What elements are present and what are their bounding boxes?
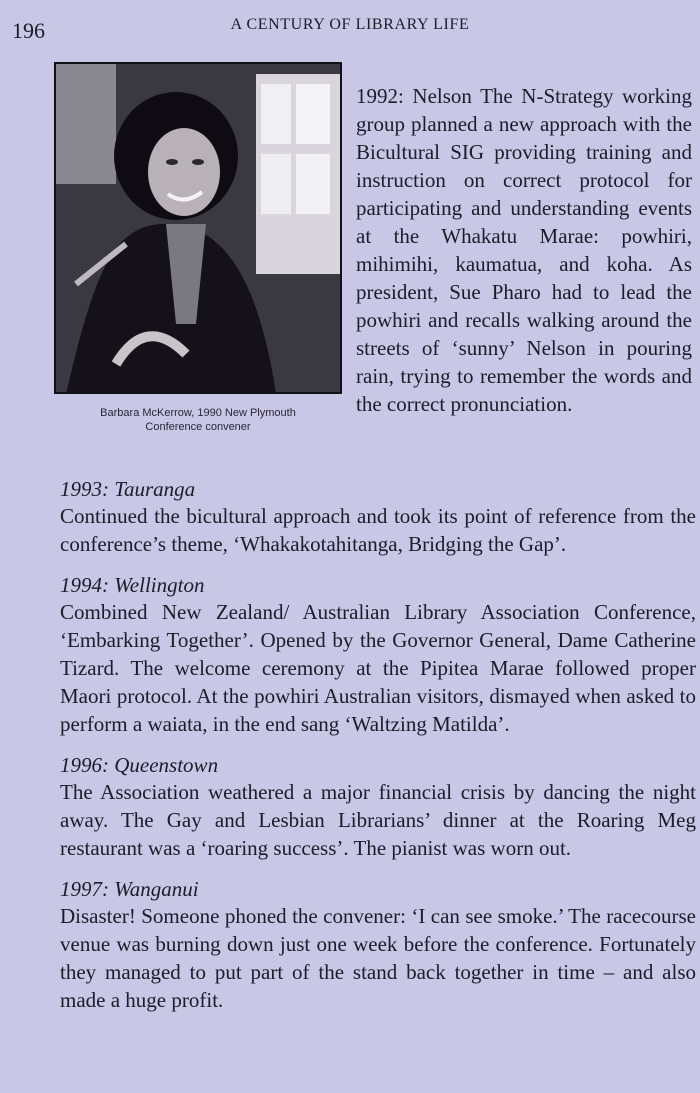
caption-line-1: Barbara McKerrow, 1990 New Plymouth xyxy=(100,407,296,419)
entry xyxy=(60,572,696,738)
figure xyxy=(54,62,342,434)
entry-text: Combined New Zealand/ Australian Library Association Conference, ‘Embarking Together’. Opened by the Governor General, Dame Catherine Tizard. The welcome ceremony at the Pipitea Marae followed proper Maori protocol. At the powhiri Australian visitors, dismayed when asked to perform a waiata, in the end sang ‘Waltzing Matilda’. xyxy=(60,600,696,736)
entry xyxy=(60,752,696,862)
entry xyxy=(60,876,696,1014)
entries xyxy=(60,476,696,1028)
entry-heading: 1996: Queenstown xyxy=(60,753,219,777)
entry-text: Continued the bicultural approach and took its point of reference from the conference’s theme, ‘Whakakotahitanga, Bridging the Gap’. xyxy=(60,504,696,556)
intro-paragraph: 1992: Nelson The N-Strategy working group planned a new approach with the Bicultural SIG providing training and instruction on correct protocol for participating and understanding events at the Whakatu Marae: powhiri, mihimihi, kaumatua, and koha. As president, Sue Pharo had to lead the powhiri and recalls walking around the streets of ‘sunny’ Nelson in pouring rain, trying to remember the words and the correct pronunciation. xyxy=(356,84,692,416)
running-head: A CENTURY OF LIBRARY LIFE xyxy=(230,16,470,33)
page-number: 196 xyxy=(12,18,45,43)
photo-caption xyxy=(54,406,342,434)
caption-line-2: Conference convener xyxy=(145,421,251,433)
entry xyxy=(60,476,696,558)
entry-heading: 1993: Tauranga xyxy=(60,477,196,501)
entry-text: Disaster! Someone phoned the convener: ‘I can see smoke.’ The racecourse venue was burning down just one week before the conference. Fortunately they managed to put part of the stand back together in time – and also made a huge profit. xyxy=(60,904,696,1012)
entry-heading: 1997: Wanganui xyxy=(60,877,199,901)
portrait-photo xyxy=(54,62,342,394)
entry-text: The Association weathered a major financial crisis by dancing the night away. The Gay and Lesbian Librarians’ dinner at the Roaring Meg restaurant was a ‘roaring success’. The pianist was worn out. xyxy=(60,780,696,860)
entry-heading: 1994: Wellington xyxy=(60,573,205,597)
